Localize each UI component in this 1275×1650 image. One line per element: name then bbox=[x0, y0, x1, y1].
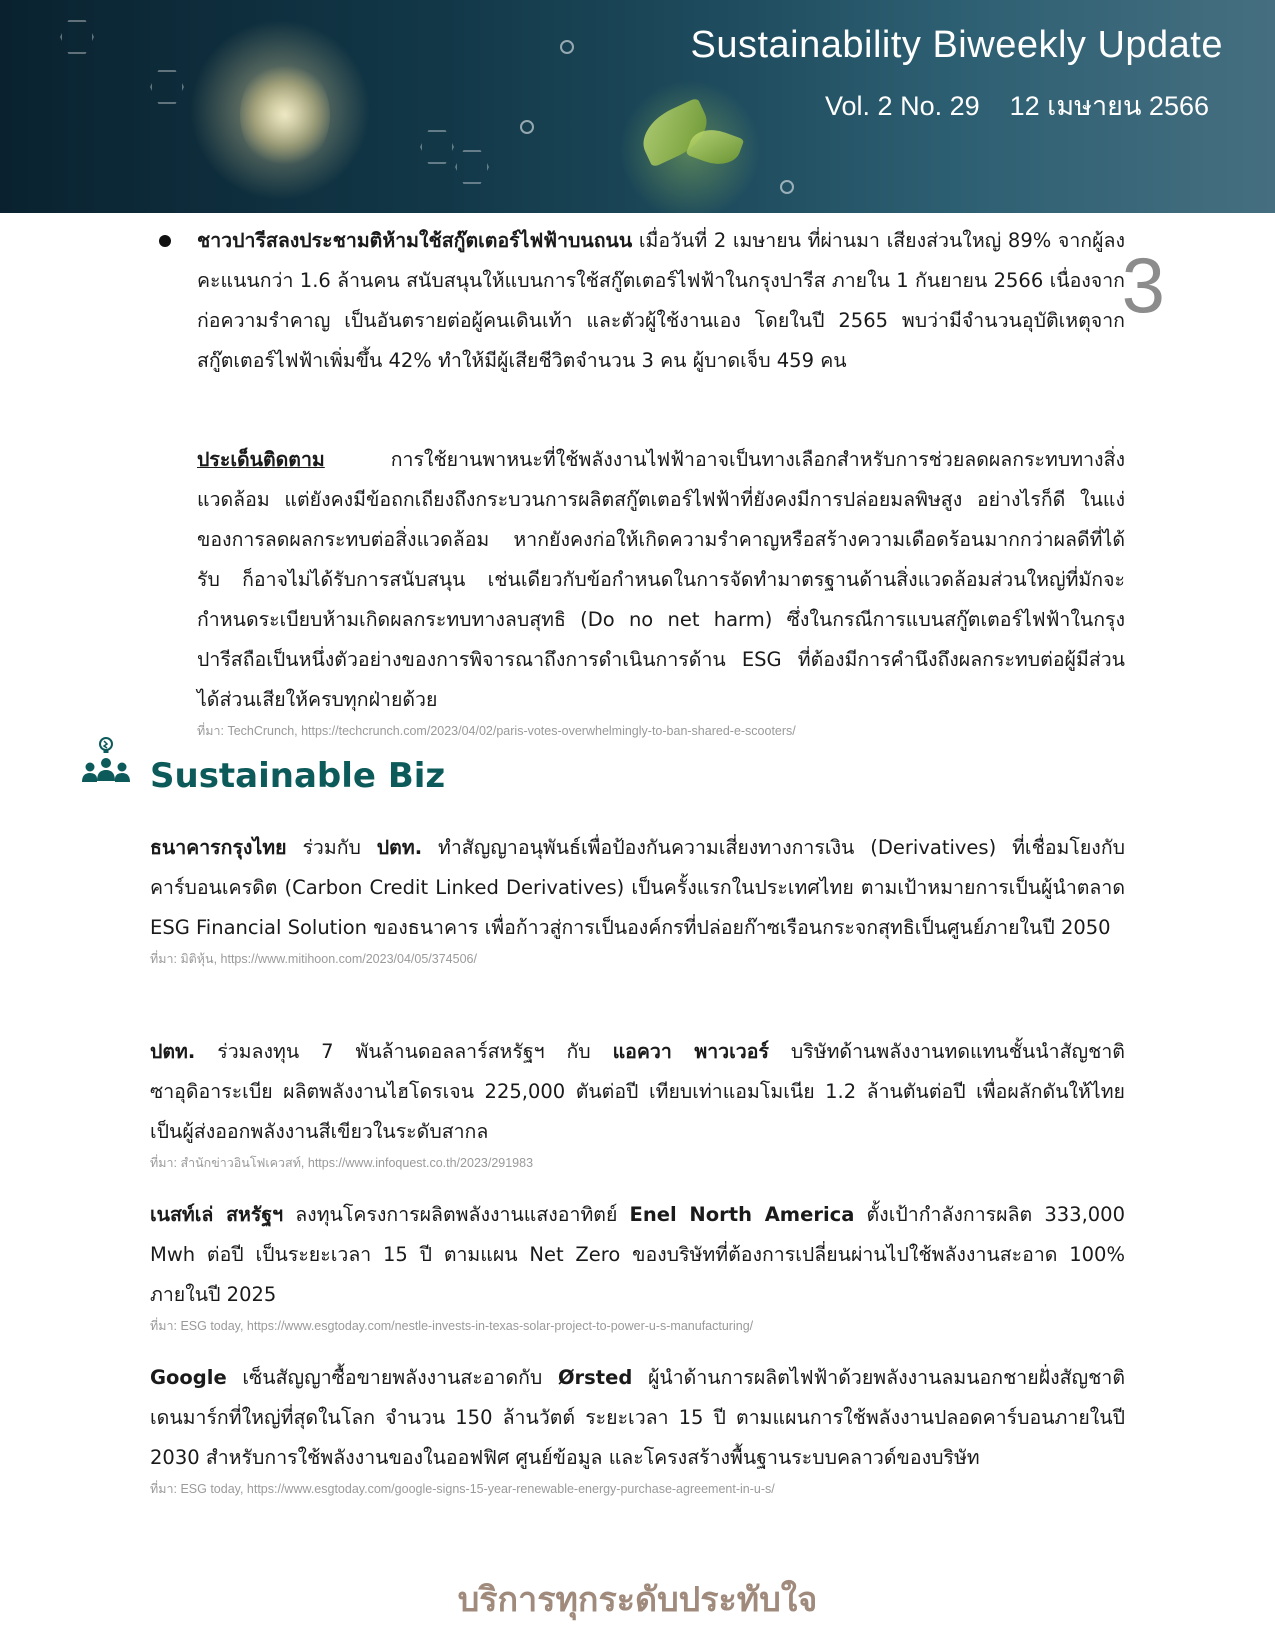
news-paragraph bbox=[150, 1358, 1125, 1478]
hexagon-icon bbox=[420, 130, 454, 164]
news-text: ลงทุนโครงการผลิตพลังงานแสงอาทิตย์ bbox=[283, 1203, 630, 1226]
news-entity: แอควา พาวเวอร์ bbox=[612, 1040, 769, 1063]
news-paragraph bbox=[150, 828, 1125, 948]
source-citation: ที่มา: มิติหุ้น, https://www.mitihoon.com/2023/04/05/374506/ bbox=[150, 952, 477, 966]
news-entity: ปตท. bbox=[376, 836, 423, 859]
news-entity: Google bbox=[150, 1366, 227, 1389]
bullet-headline: ชาวปารีสลงประชามติห้ามใช้สกู๊ตเตอร์ไฟฟ้าบนถนน bbox=[197, 229, 633, 252]
section-header bbox=[76, 752, 576, 812]
news-entity: ปตท. bbox=[150, 1040, 196, 1063]
news-item bbox=[150, 828, 1125, 968]
news-entity: ธนาคารกรุงไทย bbox=[150, 836, 287, 859]
news-item bbox=[150, 1358, 1125, 1498]
source-citation: ที่มา: สำนักข่าวอินโฟเควสท์, https://www.infoquest.co.th/2023/291983 bbox=[150, 1156, 534, 1170]
news-item bbox=[150, 1032, 1125, 1172]
issue-volume: Vol. 2 No. 29 bbox=[825, 91, 980, 121]
bullet-icon bbox=[159, 235, 171, 247]
hexagon-icon bbox=[150, 70, 184, 104]
news-text: บริษัทด้านพลังงานทดแทนชั้นนำสัญชาติซาอุดิอาระเบีย ผลิตพลังงานไฮโดรเจน 225,000 ตันต่อปี เทียบเท่าแอมโมเนีย 1.2 ล้านตันต่อปี เพื่อผลักดันให้ไทยเป็นผู้ส่งออกพลังงานสีเขียวในระดับสากล bbox=[150, 1040, 1125, 1143]
news-text: เซ็นสัญญาซื้อขายพลังงานสะอาดกับ bbox=[226, 1366, 558, 1389]
news-item bbox=[150, 1195, 1125, 1335]
news-text: ตั้งเป้ากำลังการผลิต 333,000 Mwh ต่อปี เป็นระยะเวลา 15 ปี ตามแผน Net Zero ของบริษัทที่ต้องการเปลี่ยนผ่านไปใช้พลังงานสะอาด 100% ภายในปี 2025 bbox=[150, 1203, 1125, 1306]
news-text: ทำสัญญาอนุพันธ์เพื่อป้องกันความเสี่ยงทางการเงิน (Derivatives) ที่เชื่อมโยงกับคาร์บอนเครดิต (Carbon Credit Linked Derivatives) เป็นครั้งแรกในประเทศไทย ตามเป้าหมายการเป็นผู้นำตลาด ESG Financial Solution ของธนาคาร เพื่อก้าวสู่การเป็นองค์กรที่ปล่อยก๊าซเรือนกระจกสุทธิเป็นศูนย์ภายในปี 2050 bbox=[150, 836, 1125, 939]
section-title: Sustainable Biz bbox=[150, 756, 446, 796]
page-number: 3 bbox=[1121, 241, 1165, 329]
bullet-body: เมื่อวันที่ 2 เมษายน ที่ผ่านมา เสียงส่วนใหญ่ 89% จากผู้ลงคะแนนกว่า 1.6 ล้านคน สนับสนุนให้แบนการใช้สกู๊ตเตอร์ไฟฟ้าในกรุงปารีส ภายใน 1 กันยายน 2566 เนื่องจากก่อความรำคาญ เป็นอันตรายต่อผู้คนเดินเท้า และตัวผู้ใช้งานเอง โดยในปี 2565 พบว่ามีจำนวนอุบัติเหตุจากสกู๊ตเตอร์ไฟฟ้าเพิ่มขึ้น 42% ทำให้มีผู้เสียชีวิตจำนวน 3 คน ผู้บาดเจ็บ 459 คน bbox=[197, 229, 1125, 372]
followup-paragraph bbox=[197, 440, 1125, 720]
source-citation: ที่มา: ESG today, https://www.esgtoday.com/google-signs-15-year-renewable-energy-purchase-agreement-in-u-s/ bbox=[150, 1482, 775, 1496]
source-citation: ที่มา: ESG today, https://www.esgtoday.com/nestle-invests-in-texas-solar-project-to-power-u-s-manufacturing/ bbox=[150, 1319, 754, 1333]
molecule-node-icon bbox=[560, 40, 574, 54]
news-entity: Enel North America bbox=[629, 1203, 855, 1226]
molecule-node-icon bbox=[780, 180, 794, 194]
people-lightbulb-icon bbox=[76, 734, 136, 794]
followup-block bbox=[197, 440, 1125, 740]
publication-title: Sustainability Biweekly Update bbox=[690, 24, 1223, 66]
lightbulb-glow bbox=[240, 60, 330, 170]
news-bullet bbox=[197, 221, 1125, 381]
footer-slogan: บริการทุกระดับประทับใจ bbox=[457, 1580, 818, 1620]
news-paragraph bbox=[150, 1032, 1125, 1152]
hexagon-icon bbox=[60, 20, 94, 54]
news-text: ผู้นำด้านการผลิตไฟฟ้าด้วยพลังงานลมนอกชายฝั่งสัญชาติเดนมาร์กที่ใหญ่ที่สุดในโลก จำนวน 150 ล้านวัตต์ ระยะเวลา 15 ปี ตามแผนการใช้พลังงานปลอดคาร์บอนภายในปี 2030 สำหรับการใช้พลังงานของในออฟฟิศ ศูนย์ข้อมูล และโครงสร้างพื้นฐานระบบคลาวด์ของบริษัท bbox=[150, 1366, 1125, 1469]
molecule-node-icon bbox=[520, 120, 534, 134]
header-banner bbox=[0, 0, 1275, 213]
issue-info bbox=[825, 84, 1209, 127]
news-entity: เนสท์เล่ สหรัฐฯ bbox=[150, 1203, 284, 1226]
news-text: ร่วมลงทุน 7 พันล้านดอลลาร์สหรัฐฯ กับ bbox=[195, 1040, 613, 1063]
followup-body: การใช้ยานพาหนะที่ใช้พลังงานไฟฟ้าอาจเป็นทางเลือกสำหรับการช่วยลดผลกระทบทางสิ่งแวดล้อม แต่ยังคงมีข้อถกเถียงถึงกระบวนการผลิตสกู๊ตเตอร์ไฟฟ้าที่ยังคงมีการปล่อยมลพิษสูง อย่างไรก็ดี ในแง่ของการลดผลกระทบต่อสิ่งแวดล้อม หากยังคงก่อให้เกิดความรำคาญหรือสร้างความเดือดร้อนมากกว่าผลดีที่ได้รับ ก็อาจไม่ได้รับการสนับสนุน เช่นเดียวกับข้อกำหนดในการจัดทำมาตรฐานด้านสิ่งแวดล้อมส่วนใหญ่ที่มักจะกำหนดระเบียบห้ามเกิดผลกระทบทางลบสุทธิ (Do no net harm) ซึ่งในกรณีการแบนสกู๊ตเตอร์ไฟฟ้าในกรุงปารีสถือเป็นหนึ่งตัวอย่างของการพิจารณาถึงการดำเนินการด้าน ESG ที่ต้องมีการคำนึงถึงผลกระทบต่อผู้มีส่วนได้ส่วนเสียให้ครบทุกฝ่ายด้วย bbox=[197, 448, 1125, 711]
news-entity: Ørsted bbox=[557, 1366, 633, 1389]
hexagon-icon bbox=[455, 150, 489, 184]
issue-date: 12 เมษายน 2566 bbox=[1009, 91, 1209, 121]
bullet-paragraph bbox=[197, 221, 1125, 381]
news-text: ร่วมกับ bbox=[286, 836, 377, 859]
source-citation: ที่มา: TechCrunch, https://techcrunch.com/2023/04/02/paris-votes-overwhelmingly-to-ban-shared-e-scooters/ bbox=[197, 724, 796, 738]
followup-label: ประเด็นติดตาม bbox=[197, 448, 325, 471]
news-paragraph bbox=[150, 1195, 1125, 1315]
